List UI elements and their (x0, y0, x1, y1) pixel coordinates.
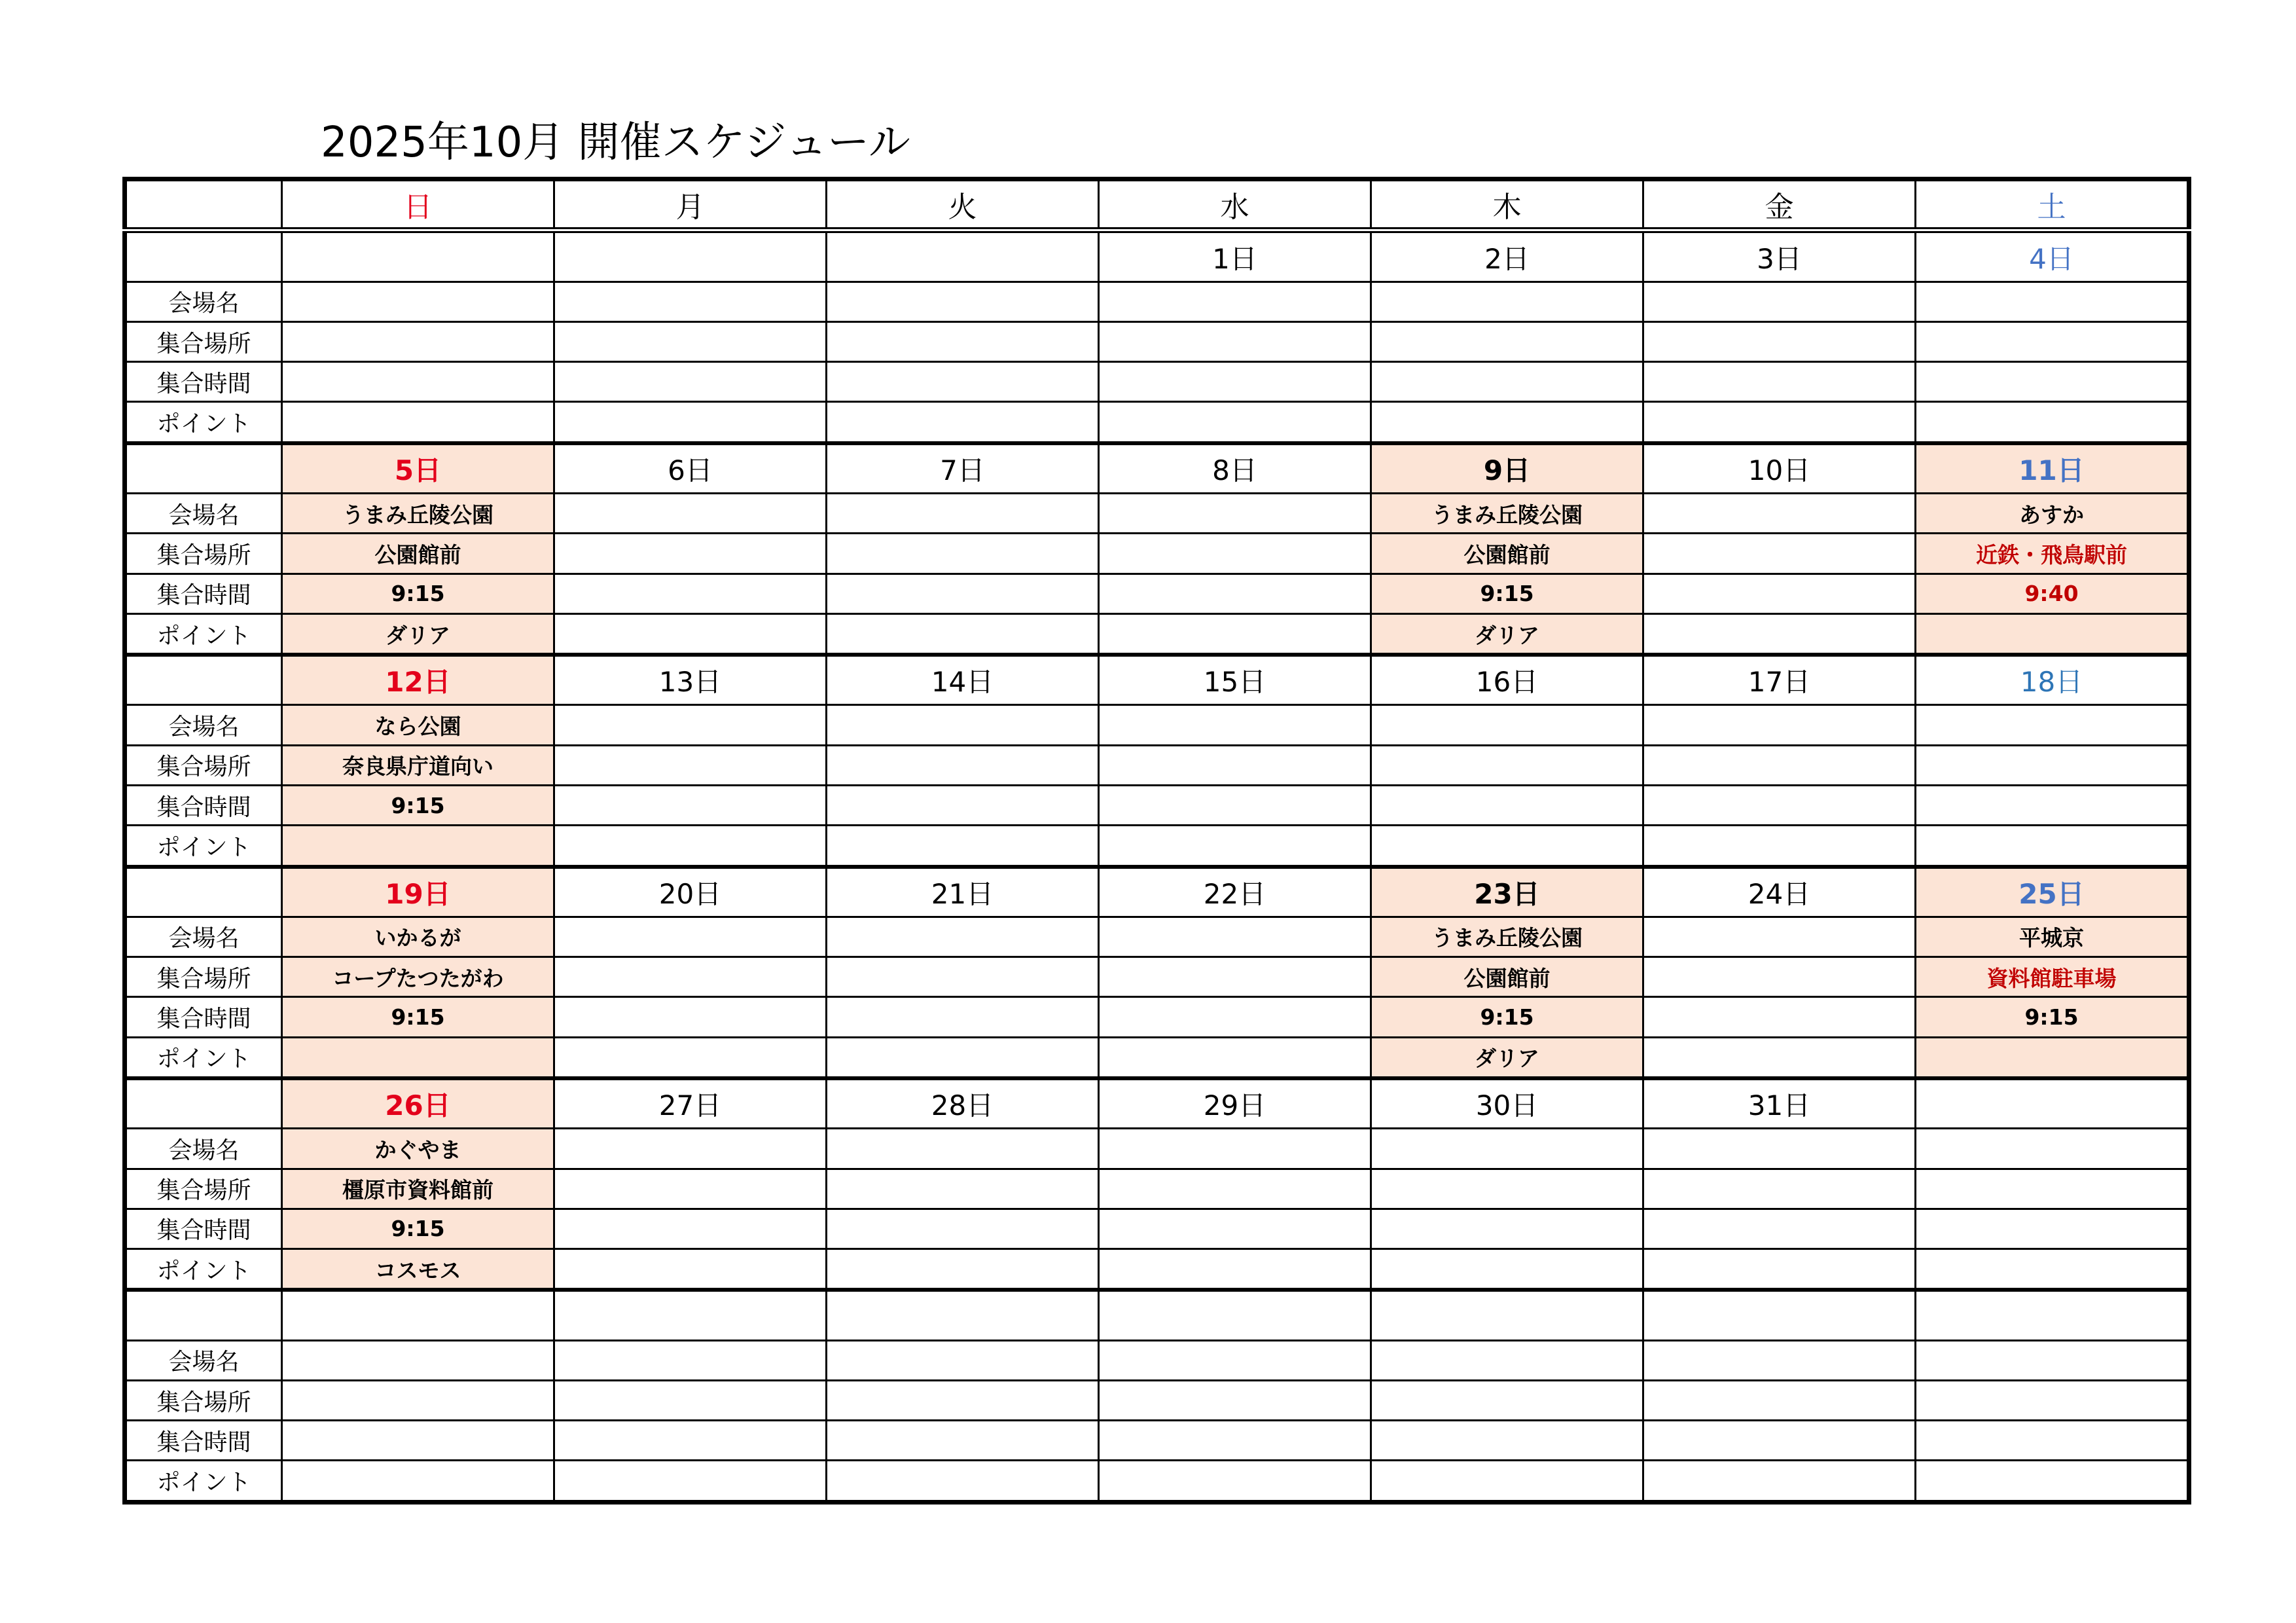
meeting-place-cell (827, 321, 1099, 361)
point-cell: ダリア (1371, 1037, 1643, 1078)
date-cell (827, 1290, 1099, 1340)
meeting-place-cell: 公園館前 (282, 534, 554, 574)
date-cell (1099, 1290, 1371, 1340)
meeting-place-cell: 近鉄・飛鳥駅前 (1916, 534, 2189, 574)
venue-cell (1099, 1340, 1371, 1380)
venue-cell: なら公園 (282, 705, 554, 745)
row-label-meeting_place: 集合場所 (125, 1169, 282, 1209)
point-cell (1916, 402, 2189, 443)
week-0-point-row (125, 402, 2189, 443)
meeting-place-cell (1643, 534, 1916, 574)
venue-cell (1916, 282, 2189, 321)
meeting-time-cell (1371, 1421, 1643, 1461)
row-label-meeting_place: 集合場所 (125, 534, 282, 574)
meeting-time-cell (554, 786, 827, 826)
point-cell (1643, 1037, 1916, 1078)
point-cell (1371, 1249, 1643, 1290)
point-cell (1099, 1037, 1371, 1078)
date-cell: 20日 (554, 867, 827, 917)
meeting-time-cell (1099, 997, 1371, 1037)
meeting-time-cell (827, 1421, 1099, 1461)
venue-cell (554, 1340, 827, 1380)
week-2-meeting_place-row (125, 745, 2189, 785)
meeting-time-cell (1643, 1421, 1916, 1461)
week-2-date-row (125, 655, 2189, 705)
week-0-meeting_time-row (125, 362, 2189, 402)
venue-cell (1099, 494, 1371, 534)
venue-cell (554, 282, 827, 321)
week-2-date-label (125, 655, 282, 705)
date-cell: 13日 (554, 655, 827, 705)
venue-cell (282, 1340, 554, 1380)
row-label-venue: 会場名 (125, 705, 282, 745)
point-cell (1099, 1461, 1371, 1503)
point-cell: ダリア (1371, 613, 1643, 655)
week-4-meeting_place-row (125, 1169, 2189, 1209)
meeting-place-cell (1371, 321, 1643, 361)
venue-cell (282, 282, 554, 321)
meeting-time-cell (1371, 362, 1643, 402)
weekday-header-0: 日 (282, 179, 554, 230)
meeting-time-cell: 9:40 (1916, 574, 2189, 613)
venue-cell: 平城京 (1916, 917, 2189, 957)
date-cell: 17日 (1643, 655, 1916, 705)
point-cell (1643, 402, 1916, 443)
date-cell (1916, 1078, 2189, 1129)
meeting-place-cell (554, 745, 827, 785)
meeting-time-cell: 9:15 (282, 786, 554, 826)
date-cell: 24日 (1643, 867, 1916, 917)
point-cell (554, 826, 827, 867)
row-label-meeting_time: 集合時間 (125, 997, 282, 1037)
meeting-place-cell (1099, 1169, 1371, 1209)
meeting-time-cell (554, 574, 827, 613)
point-cell (827, 1249, 1099, 1290)
point-cell (554, 1037, 827, 1078)
date-cell: 31日 (1643, 1078, 1916, 1129)
point-cell (1643, 826, 1916, 867)
week-1-meeting_time-row (125, 574, 2189, 613)
date-cell: 22日 (1099, 867, 1371, 917)
week-4-date-label (125, 1078, 282, 1129)
venue-cell: いかるが (282, 917, 554, 957)
meeting-place-cell (1643, 1380, 1916, 1420)
point-cell (1916, 1461, 2189, 1503)
date-cell (554, 1290, 827, 1340)
point-cell (554, 402, 827, 443)
meeting-time-cell (1916, 1421, 2189, 1461)
row-label-meeting_time: 集合時間 (125, 1209, 282, 1249)
week-3-meeting_time-row (125, 997, 2189, 1037)
point-cell (1099, 826, 1371, 867)
venue-cell (827, 1340, 1099, 1380)
venue-cell (554, 494, 827, 534)
point-cell (282, 826, 554, 867)
week-1-meeting_place-row (125, 534, 2189, 574)
weekday-header-6: 土 (1916, 179, 2189, 230)
meeting-place-cell (554, 534, 827, 574)
row-label-venue: 会場名 (125, 1340, 282, 1380)
meeting-time-cell (1916, 362, 2189, 402)
meeting-place-cell (554, 1380, 827, 1420)
date-cell: 30日 (1371, 1078, 1643, 1129)
point-cell (1916, 826, 2189, 867)
date-cell: 12日 (282, 655, 554, 705)
meeting-place-cell: 公園館前 (1371, 957, 1643, 997)
row-label-point: ポイント (125, 1461, 282, 1503)
date-cell: 9日 (1371, 443, 1643, 494)
week-5-date-row (125, 1290, 2189, 1340)
meeting-time-cell (1099, 574, 1371, 613)
week-2-venue-row (125, 705, 2189, 745)
row-label-meeting_time: 集合時間 (125, 362, 282, 402)
venue-cell: うまみ丘陵公園 (282, 494, 554, 534)
venue-cell (1643, 282, 1916, 321)
point-cell (827, 1037, 1099, 1078)
meeting-place-cell (1916, 1169, 2189, 1209)
week-2-point-row (125, 826, 2189, 867)
meeting-place-cell (1916, 745, 2189, 785)
date-cell: 14日 (827, 655, 1099, 705)
point-cell (1099, 613, 1371, 655)
point-cell (1099, 1249, 1371, 1290)
meeting-time-cell (1099, 1421, 1371, 1461)
meeting-place-cell (1099, 1380, 1371, 1420)
meeting-time-cell (1643, 362, 1916, 402)
point-cell (827, 826, 1099, 867)
venue-cell: あすか (1916, 494, 2189, 534)
meeting-time-cell (827, 362, 1099, 402)
venue-cell (554, 705, 827, 745)
date-cell: 1日 (1099, 230, 1371, 282)
meeting-time-cell (554, 997, 827, 1037)
venue-cell (1099, 1129, 1371, 1169)
row-label-meeting_place: 集合場所 (125, 957, 282, 997)
date-cell: 11日 (1916, 443, 2189, 494)
point-cell (1099, 402, 1371, 443)
row-label-point: ポイント (125, 1249, 282, 1290)
corner-cell (125, 179, 282, 230)
date-cell: 23日 (1371, 867, 1643, 917)
date-cell: 21日 (827, 867, 1099, 917)
venue-cell (554, 1129, 827, 1169)
week-1-date-label (125, 443, 282, 494)
meeting-place-cell (1916, 321, 2189, 361)
week-5-meeting_time-row (125, 1421, 2189, 1461)
point-cell: コスモス (282, 1249, 554, 1290)
venue-cell (1916, 1340, 2189, 1380)
date-cell: 19日 (282, 867, 554, 917)
meeting-time-cell (827, 574, 1099, 613)
point-cell (827, 402, 1099, 443)
venue-cell (827, 494, 1099, 534)
date-cell: 29日 (1099, 1078, 1371, 1129)
meeting-time-cell (1099, 786, 1371, 826)
meeting-place-cell (1371, 1169, 1643, 1209)
meeting-time-cell (554, 1421, 827, 1461)
schedule-calendar (122, 177, 2191, 1504)
row-label-point: ポイント (125, 613, 282, 655)
point-cell (1371, 402, 1643, 443)
point-cell (827, 613, 1099, 655)
venue-cell: うまみ丘陵公園 (1371, 917, 1643, 957)
meeting-time-cell: 9:15 (1371, 574, 1643, 613)
meeting-place-cell (1916, 1380, 2189, 1420)
week-3-date-label (125, 867, 282, 917)
point-cell (1643, 1249, 1916, 1290)
row-label-meeting_time: 集合時間 (125, 786, 282, 826)
venue-cell (1371, 705, 1643, 745)
venue-cell (1099, 282, 1371, 321)
venue-cell (1643, 1340, 1916, 1380)
point-cell (282, 402, 554, 443)
date-cell: 25日 (1916, 867, 2189, 917)
week-5-date-label (125, 1290, 282, 1340)
venue-cell (827, 282, 1099, 321)
date-cell: 27日 (554, 1078, 827, 1129)
date-cell: 10日 (1643, 443, 1916, 494)
venue-cell (1371, 1129, 1643, 1169)
row-label-meeting_time: 集合時間 (125, 1421, 282, 1461)
row-label-point: ポイント (125, 402, 282, 443)
date-cell: 8日 (1099, 443, 1371, 494)
meeting-place-cell (1643, 321, 1916, 361)
meeting-place-cell (1371, 1380, 1643, 1420)
date-cell: 2日 (1371, 230, 1643, 282)
week-5-venue-row (125, 1340, 2189, 1380)
point-cell (282, 1461, 554, 1503)
venue-cell (827, 705, 1099, 745)
date-cell: 18日 (1916, 655, 2189, 705)
meeting-place-cell: 奈良県庁道向い (282, 745, 554, 785)
row-label-meeting_place: 集合場所 (125, 1380, 282, 1420)
date-cell (554, 230, 827, 282)
venue-cell (1643, 917, 1916, 957)
week-1-date-row (125, 443, 2189, 494)
point-cell (827, 1461, 1099, 1503)
week-3-meeting_place-row (125, 957, 2189, 997)
venue-cell (1371, 282, 1643, 321)
meeting-place-cell (1099, 534, 1371, 574)
meeting-time-cell: 9:15 (282, 574, 554, 613)
meeting-place-cell (827, 534, 1099, 574)
meeting-time-cell (1916, 786, 2189, 826)
meeting-time-cell (282, 362, 554, 402)
weekday-header-row (125, 179, 2189, 230)
date-cell: 3日 (1643, 230, 1916, 282)
week-3-venue-row (125, 917, 2189, 957)
meeting-time-cell (827, 997, 1099, 1037)
point-cell (282, 1037, 554, 1078)
meeting-time-cell: 9:15 (1916, 997, 2189, 1037)
meeting-place-cell (282, 321, 554, 361)
week-0-date-label (125, 230, 282, 282)
meeting-place-cell (827, 957, 1099, 997)
row-label-venue: 会場名 (125, 494, 282, 534)
meeting-time-cell (1371, 1209, 1643, 1249)
meeting-place-cell (554, 321, 827, 361)
meeting-place-cell (1643, 1169, 1916, 1209)
meeting-place-cell (827, 1169, 1099, 1209)
week-4-date-row (125, 1078, 2189, 1129)
meeting-time-cell (1643, 786, 1916, 826)
meeting-time-cell (827, 1209, 1099, 1249)
week-0-meeting_place-row (125, 321, 2189, 361)
venue-cell (554, 917, 827, 957)
venue-cell (827, 1129, 1099, 1169)
date-cell: 6日 (554, 443, 827, 494)
venue-cell (1916, 1129, 2189, 1169)
meeting-time-cell (1916, 1209, 2189, 1249)
date-cell (1371, 1290, 1643, 1340)
week-1-venue-row (125, 494, 2189, 534)
row-label-venue: 会場名 (125, 1129, 282, 1169)
week-4-point-row (125, 1249, 2189, 1290)
meeting-time-cell (1643, 1209, 1916, 1249)
meeting-time-cell (554, 1209, 827, 1249)
meeting-place-cell: 橿原市資料館前 (282, 1169, 554, 1209)
date-cell: 15日 (1099, 655, 1371, 705)
meeting-time-cell (282, 1421, 554, 1461)
meeting-time-cell (1371, 786, 1643, 826)
point-cell (1643, 1461, 1916, 1503)
week-5-point-row (125, 1461, 2189, 1503)
row-label-venue: 会場名 (125, 917, 282, 957)
point-cell (554, 1461, 827, 1503)
week-4-venue-row (125, 1129, 2189, 1169)
page-title: 2025年10月 開催スケジュール (321, 119, 910, 167)
meeting-place-cell: 公園館前 (1371, 534, 1643, 574)
row-label-meeting_place: 集合場所 (125, 745, 282, 785)
venue-cell (1099, 917, 1371, 957)
meeting-place-cell: 資料館駐車場 (1916, 957, 2189, 997)
meeting-time-cell: 9:15 (1371, 997, 1643, 1037)
meeting-place-cell (1371, 745, 1643, 785)
weekday-header-4: 木 (1371, 179, 1643, 230)
venue-cell (1099, 705, 1371, 745)
date-cell: 16日 (1371, 655, 1643, 705)
week-0-date-row (125, 230, 2189, 282)
meeting-time-cell (1643, 997, 1916, 1037)
date-cell: 28日 (827, 1078, 1099, 1129)
point-cell (554, 1249, 827, 1290)
point-cell (1916, 1037, 2189, 1078)
week-4-meeting_time-row (125, 1209, 2189, 1249)
venue-cell (1643, 494, 1916, 534)
row-label-point: ポイント (125, 826, 282, 867)
date-cell (282, 1290, 554, 1340)
week-3-date-row (125, 867, 2189, 917)
row-label-venue: 会場名 (125, 282, 282, 321)
meeting-time-cell (1099, 1209, 1371, 1249)
meeting-time-cell (1643, 574, 1916, 613)
venue-cell (1643, 1129, 1916, 1169)
date-cell: 5日 (282, 443, 554, 494)
weekday-header-2: 火 (827, 179, 1099, 230)
date-cell (1916, 1290, 2189, 1340)
point-cell: ダリア (282, 613, 554, 655)
row-label-meeting_place: 集合場所 (125, 321, 282, 361)
meeting-time-cell (827, 786, 1099, 826)
date-cell (827, 230, 1099, 282)
meeting-place-cell (827, 745, 1099, 785)
meeting-place-cell (1099, 321, 1371, 361)
point-cell (1916, 1249, 2189, 1290)
week-1-point-row (125, 613, 2189, 655)
meeting-place-cell (1643, 745, 1916, 785)
point-cell (554, 613, 827, 655)
venue-cell: かぐやま (282, 1129, 554, 1169)
meeting-time-cell: 9:15 (282, 997, 554, 1037)
date-cell: 4日 (1916, 230, 2189, 282)
week-0-venue-row (125, 282, 2189, 321)
date-cell (1643, 1290, 1916, 1340)
weekday-header-1: 月 (554, 179, 827, 230)
meeting-time-cell (554, 362, 827, 402)
week-5-meeting_place-row (125, 1380, 2189, 1420)
venue-cell (827, 917, 1099, 957)
date-cell: 7日 (827, 443, 1099, 494)
meeting-place-cell: コープたつたがわ (282, 957, 554, 997)
week-3-point-row (125, 1037, 2189, 1078)
meeting-time-cell: 9:15 (282, 1209, 554, 1249)
meeting-place-cell (554, 957, 827, 997)
meeting-place-cell (554, 1169, 827, 1209)
meeting-place-cell (1643, 957, 1916, 997)
venue-cell (1643, 705, 1916, 745)
week-2-meeting_time-row (125, 786, 2189, 826)
row-label-meeting_time: 集合時間 (125, 574, 282, 613)
date-cell (282, 230, 554, 282)
point-cell (1643, 613, 1916, 655)
venue-cell: うまみ丘陵公園 (1371, 494, 1643, 534)
venue-cell (1916, 705, 2189, 745)
row-label-point: ポイント (125, 1037, 282, 1078)
meeting-place-cell (1099, 957, 1371, 997)
point-cell (1916, 613, 2189, 655)
meeting-time-cell (1099, 362, 1371, 402)
date-cell: 26日 (282, 1078, 554, 1129)
weekday-header-3: 水 (1099, 179, 1371, 230)
point-cell (1371, 826, 1643, 867)
meeting-place-cell (282, 1380, 554, 1420)
venue-cell (1371, 1340, 1643, 1380)
point-cell (1371, 1461, 1643, 1503)
meeting-place-cell (827, 1380, 1099, 1420)
weekday-header-5: 金 (1643, 179, 1916, 230)
meeting-place-cell (1099, 745, 1371, 785)
